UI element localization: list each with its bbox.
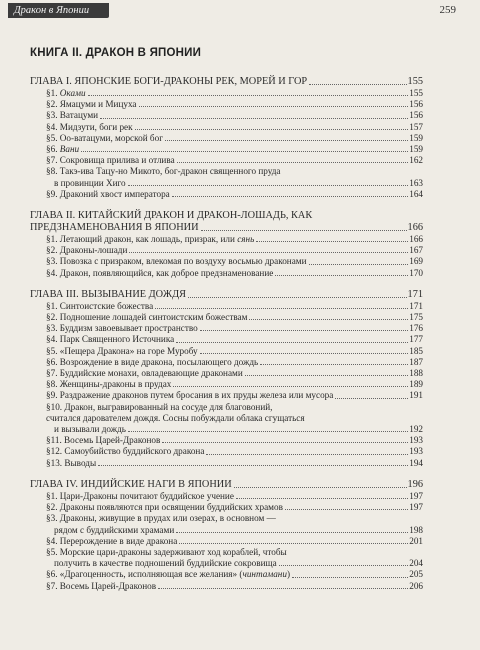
dot-leader <box>176 532 408 533</box>
section-entry <box>30 536 423 547</box>
section-entry <box>30 301 423 312</box>
dot-leader <box>165 140 408 141</box>
section-entry <box>30 110 423 121</box>
section-title: §4. Парк Священного Источника <box>46 334 175 345</box>
section-title-line: §10. Дракон, выгравированный на сосуде для благовоний, <box>46 401 273 412</box>
page-ref: 197 <box>409 490 423 501</box>
dot-leader <box>309 84 406 85</box>
section-entry <box>30 334 423 345</box>
page-ref: 157 <box>409 121 423 132</box>
section-title: §7. Восемь Царей-Драконов <box>46 580 157 591</box>
dot-leader <box>128 431 408 432</box>
dot-leader <box>81 151 408 152</box>
page-ref: 159 <box>409 144 423 155</box>
section-title: §1. Летающий дракон, как лошадь, призрак, или сянь <box>46 234 255 245</box>
section-title: §3. Повозка с призраком, влекомая по воздуху восьмью драконами <box>46 256 307 267</box>
page-ref: 177 <box>409 334 423 345</box>
section-entry <box>30 458 423 469</box>
page-ref: 166 <box>409 234 423 245</box>
dot-leader <box>98 465 408 466</box>
page-ref: 171 <box>409 300 423 311</box>
dot-leader <box>285 509 408 510</box>
section-title: §7. Буддийские монахи, овладевающие драконами <box>46 368 243 379</box>
page-ref: 188 <box>409 368 423 379</box>
page-ref: 169 <box>409 256 423 267</box>
section-entry <box>30 368 423 379</box>
dot-leader <box>100 118 408 119</box>
section-entry <box>30 99 423 110</box>
page-ref: 164 <box>409 188 423 199</box>
section-title-line: §8. Такэ-ива Тацу-но Микото, бог-дракон священного пруда <box>46 166 281 177</box>
section-italic-term: Вани <box>59 144 80 155</box>
book-heading: КНИГА II. ДРАКОН В ЯПОНИИ <box>30 47 202 59</box>
dot-leader <box>275 275 408 276</box>
dot-leader <box>201 230 407 231</box>
page-ref: 176 <box>409 323 423 334</box>
section-entry <box>30 525 423 536</box>
section-title: §5. «Пещера Дракона» на горе Муробу <box>46 345 198 356</box>
section-title: в провинции Хиго <box>54 177 126 188</box>
section-italic-term: Оками <box>59 88 86 98</box>
section-entry <box>30 502 423 513</box>
dot-leader <box>88 95 409 96</box>
section-entry <box>30 346 423 357</box>
section-title: §6. Возрождение в виде дракона, посылающего дождь <box>46 356 259 367</box>
running-header <box>8 0 456 20</box>
dot-leader <box>249 319 408 320</box>
section-entry <box>30 312 423 323</box>
dot-leader <box>234 487 407 488</box>
dot-leader <box>177 162 409 163</box>
section-entry <box>30 446 423 457</box>
page-number: 259 <box>439 4 456 16</box>
dot-leader <box>129 252 408 253</box>
section-entry <box>30 357 423 368</box>
dot-leader <box>155 308 408 309</box>
section-title: рядом с буддийскими храмами <box>54 524 175 535</box>
section-title: §2. Ямацуми и Мицуха <box>46 99 137 110</box>
page-ref: 206 <box>409 580 423 591</box>
chapter-block <box>30 76 423 200</box>
section-title: §5. Оо-ватацуми, морской бог <box>46 132 163 143</box>
section-entry <box>30 581 423 592</box>
section-entry <box>30 424 423 435</box>
dot-leader <box>292 577 408 578</box>
section-title: §4. Дракон, появляющийся, как доброе предзнаменование <box>46 267 274 278</box>
chapter-block <box>30 479 423 592</box>
section-entry <box>30 88 423 99</box>
page-ref: 191 <box>409 390 423 401</box>
section-title: §4. Мидзути, боги рек <box>46 121 133 132</box>
section-title: §6. «Драгоценность, исполняющая все желания» (чинтамани) <box>46 569 290 580</box>
page-ref: 162 <box>409 155 423 166</box>
section-title: §8. Женщины-драконы в прудах <box>46 379 172 390</box>
chapter-title: ГЛАВА IV. ИНДИЙСКИЕ НАГИ В ЯПОНИИ <box>30 478 232 490</box>
dot-leader <box>128 185 409 186</box>
section-title: §4. Перерождение в виде дракона <box>46 535 178 546</box>
section-title-line: считался дарователем дождя. Сосны побуждали облака сгущаться <box>46 412 305 423</box>
page-ref: 196 <box>407 478 423 490</box>
section-title: §11. Восемь Царей-Драконов <box>46 435 161 446</box>
dot-leader <box>200 353 409 354</box>
page-ref: 166 <box>407 222 423 234</box>
dot-leader <box>335 398 408 399</box>
page-ref: 194 <box>409 457 423 468</box>
page-ref: 175 <box>409 312 423 323</box>
section-entry <box>30 155 423 166</box>
section-entry <box>30 569 423 580</box>
section-title: §9. Раздражение драконов путем бросания в их пруды железа или мусора <box>46 390 334 401</box>
dot-leader <box>135 129 409 130</box>
section-title: §1. Оками <box>46 88 86 98</box>
section-title: получить в качестве подношений буддийские сокровища <box>54 558 277 569</box>
dot-leader <box>309 264 409 265</box>
section-title: §12. Самоубийство буддийского дракона <box>46 446 205 457</box>
dot-leader <box>158 588 408 589</box>
table-of-contents <box>30 76 423 602</box>
running-title: Дракон в Японии <box>8 3 109 18</box>
page-ref: 197 <box>409 502 423 513</box>
dot-leader <box>188 297 407 298</box>
dot-leader <box>176 342 408 343</box>
section-entry <box>30 256 423 267</box>
section-title: §3. Ватацуми <box>46 110 99 121</box>
section-entry <box>30 379 423 390</box>
section-italic-term: чинтамани <box>242 569 287 580</box>
page-ref: 192 <box>409 424 423 435</box>
chapter-entry <box>30 479 423 491</box>
section-entry <box>30 390 423 401</box>
section-title: §1. Цари-Драконы почитают буддийское учение <box>46 490 234 501</box>
page-ref: 155 <box>409 88 423 98</box>
dot-leader <box>162 442 408 443</box>
section-entry <box>30 144 423 155</box>
page-ref: 171 <box>407 288 423 300</box>
section-title: §1. Синтоистские божества <box>46 300 154 311</box>
section-title: §3. Буддизм завоевывает пространство <box>46 323 198 334</box>
chapter-title: ГЛАВА I. ЯПОНСКИЕ БОГИ-ДРАКОНЫ РЕК, МОРЕЙ И ГОР <box>30 76 308 87</box>
page-ref: 155 <box>407 76 423 87</box>
page-ref: 205 <box>409 569 423 580</box>
section-entry <box>30 133 423 144</box>
page-ref: 156 <box>409 99 423 110</box>
page-ref: 163 <box>409 177 423 188</box>
page-ref: 187 <box>409 356 423 367</box>
dot-leader <box>172 196 408 197</box>
section-title: §9. Драконий хвост императора <box>46 188 170 199</box>
section-entry <box>30 558 423 569</box>
section-entry <box>30 234 423 245</box>
chapter-title: ГЛАВА III. ВЫЗЫВАНИЕ ДОЖДЯ <box>30 288 186 300</box>
page-ref: 193 <box>409 435 423 446</box>
page-ref: 193 <box>409 446 423 457</box>
section-entry <box>30 268 423 279</box>
section-title-line: §5. Морские цари-драконы задерживают ход кораблей, чтобы <box>46 546 287 557</box>
section-title: §2. Драконы-лошади <box>46 245 128 256</box>
section-title: §7. Сокровища прилива и отлива <box>46 155 175 166</box>
chapter-entry <box>30 289 423 301</box>
dot-leader <box>256 241 408 242</box>
dot-leader <box>236 498 408 499</box>
section-title: §2. Подношение лошадей синтоистским божествам <box>46 312 248 323</box>
section-title: §2. Драконы появляются при освящении буддийских храмов <box>46 502 283 513</box>
section-title: §13. Выводы <box>46 457 97 468</box>
section-entry <box>30 435 423 446</box>
chapter-block <box>30 210 423 279</box>
page-ref: 201 <box>409 535 423 546</box>
page-ref: 170 <box>409 267 423 278</box>
section-title: и вызывали дождь <box>54 424 126 435</box>
dot-leader <box>179 543 408 544</box>
section-title: §6. Вани <box>46 144 80 155</box>
section-entry <box>30 122 423 133</box>
section-entry <box>30 178 423 189</box>
dot-leader <box>139 106 409 107</box>
chapter-title: ПРЕДЗНАМЕНОВАНИЯ В ЯПОНИИ <box>30 222 199 234</box>
page-ref: 185 <box>409 345 423 356</box>
dot-leader <box>200 330 408 331</box>
dot-leader <box>260 364 408 365</box>
page-ref: 159 <box>409 132 423 143</box>
page-ref: 167 <box>409 245 423 256</box>
dot-leader <box>206 454 408 455</box>
chapter-entry <box>30 222 423 234</box>
section-title-line: §3. Драконы, живущие в прудах или озерах, в основном — <box>46 513 276 524</box>
dot-leader <box>173 386 408 387</box>
chapter-block <box>30 289 423 469</box>
chapter-entry <box>30 76 423 88</box>
dot-leader <box>279 565 409 566</box>
page-ref: 204 <box>409 558 423 569</box>
page-ref: 156 <box>409 110 423 121</box>
page-ref: 189 <box>409 379 423 390</box>
chapter-title-line: ГЛАВА II. КИТАЙСКИЙ ДРАКОН И ДРАКОН-ЛОШАДЬ, КАК <box>30 210 313 222</box>
section-entry <box>30 491 423 502</box>
dot-leader <box>245 375 408 376</box>
section-entry <box>30 323 423 334</box>
section-entry <box>30 245 423 256</box>
page-ref: 198 <box>409 524 423 535</box>
section-entry <box>30 189 423 200</box>
section-italic-term: сянь <box>237 234 255 245</box>
